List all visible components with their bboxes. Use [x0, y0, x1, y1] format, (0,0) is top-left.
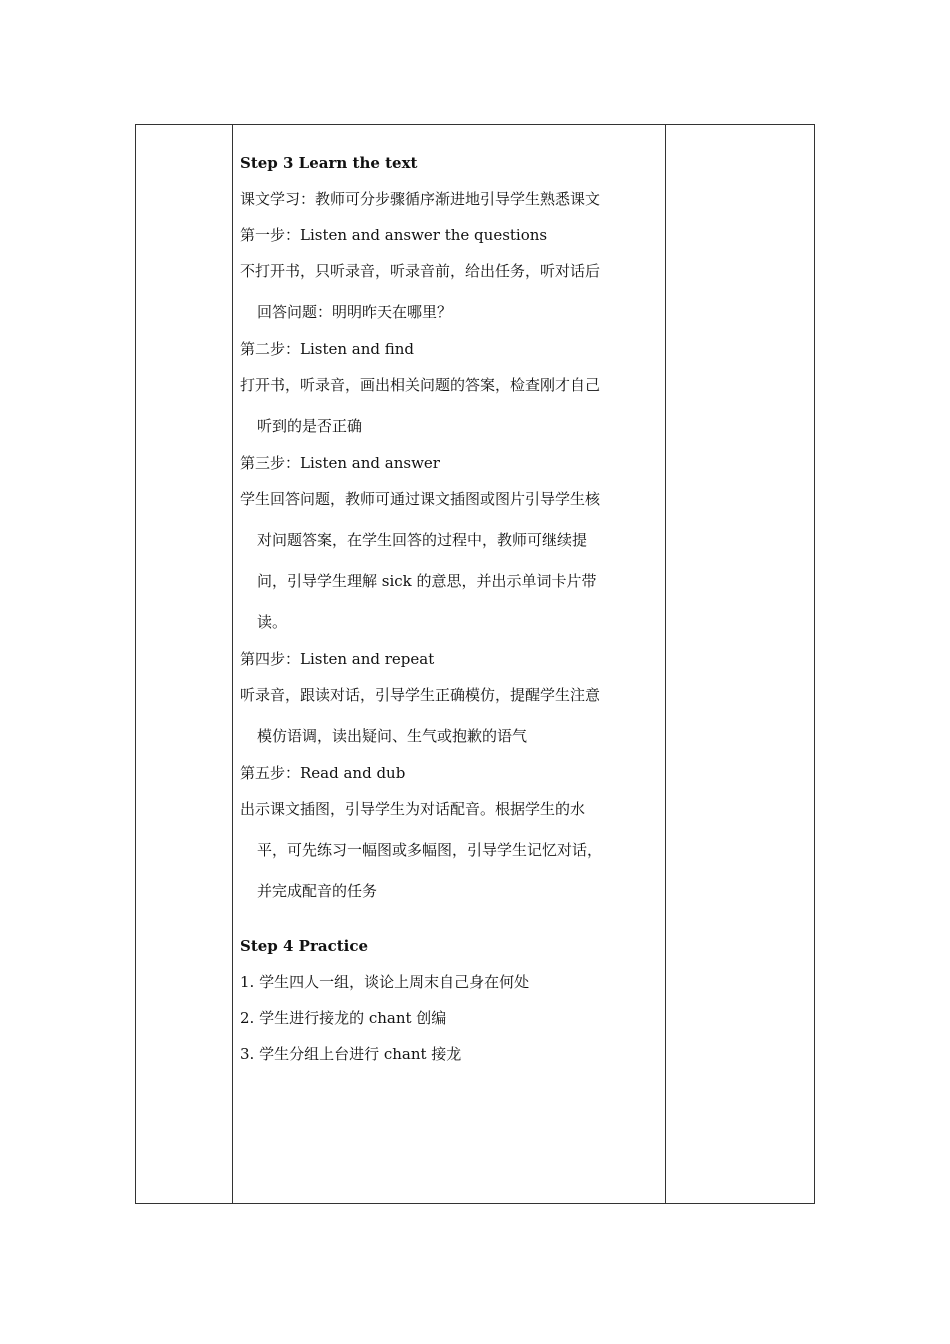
left-column: [136, 125, 233, 1203]
paragraph-line: 读。: [257, 613, 288, 631]
paragraph-line: 出示课文插图，引导学生为对话配音。根据学生的水: [240, 800, 586, 818]
sub5-title: 第五步：Read and dub: [240, 764, 406, 782]
sub2-title: 第二步：Listen and find: [240, 340, 415, 358]
sub4-title: 第四步：Listen and repeat: [240, 650, 435, 668]
paragraph-line: 不打开书，只听录音，听录音前，给出任务，听对话后: [240, 262, 601, 280]
practice-item: 2. 学生进行接龙的 chant 创编: [240, 1009, 447, 1027]
sub1-title: 第一步：Listen and answer the questions: [240, 226, 548, 244]
paragraph-line: 回答问题：明明昨天在哪里？: [257, 303, 453, 321]
right-column: [666, 125, 814, 1203]
step3-heading: Step 3 Learn the text: [240, 154, 418, 172]
sub3-paragraph: [240, 489, 660, 633]
paragraph-line: 平，可先练习一幅图或多幅图，引导学生记忆对话，: [257, 841, 603, 859]
sub1-paragraph: [240, 261, 660, 323]
paragraph-line: 模仿语调，读出疑问、生气或抱歉的语气: [257, 727, 528, 745]
practice-item: 3. 学生分组上台进行 chant 接龙: [240, 1045, 462, 1063]
step4-heading: Step 4 Practice: [240, 937, 369, 955]
paragraph-line: 听到的是否正确: [257, 417, 363, 435]
paragraph-line: 听录音，跟读对话，引导学生正确模仿，提醒学生注意: [240, 686, 601, 704]
content-column: [233, 125, 666, 1203]
practice-item: 1. 学生四人一组，谈论上周末自己身在何处: [240, 973, 530, 991]
step3-intro: 课文学习：教师可分步骤循序渐进地引导学生熟悉课文: [240, 190, 601, 208]
paragraph-line: 并完成配音的任务: [257, 882, 378, 900]
lesson-content: [240, 153, 660, 1080]
paragraph-line: 打开书，听录音，画出相关问题的答案，检查刚才自己: [240, 376, 601, 394]
lesson-table: [135, 124, 815, 1204]
sub2-paragraph: [240, 375, 660, 437]
paragraph-line: 学生回答问题，教师可通过课文插图或图片引导学生核: [240, 490, 601, 508]
paragraph-line: 问，引导学生理解 sick 的意思，并出示单词卡片带: [257, 572, 597, 590]
sub3-title: 第三步：Listen and answer: [240, 454, 440, 472]
sub4-paragraph: [240, 685, 660, 747]
paragraph-line: 对问题答案，在学生回答的过程中，教师可继续提: [257, 531, 588, 549]
sub5-paragraph: [240, 799, 660, 902]
